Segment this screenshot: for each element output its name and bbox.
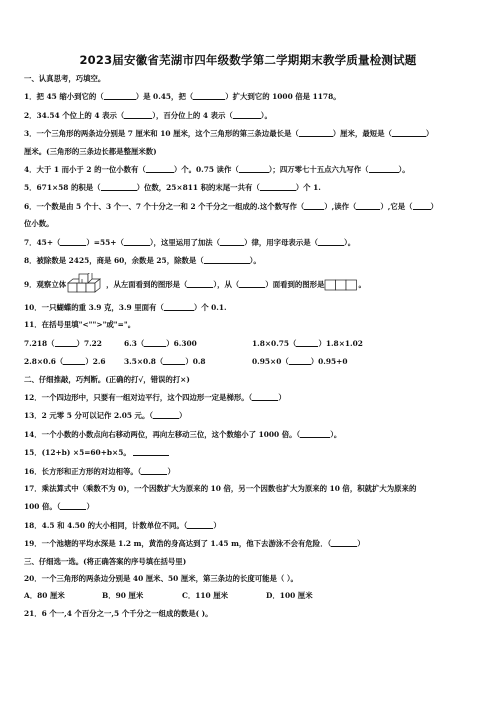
question-8: 8．被除数是 2425，商是 60，余数是 25，除数是（ ）。 (24, 255, 261, 265)
answer-blank[interactable] (164, 302, 194, 311)
question-18: 18．4.5 和 4.50 的大小相同，计数单位不同。（ ） (24, 520, 221, 530)
question-4: 4．大于 1 而小于 2 的一位小数有（ ）个。0.75 读作（ ）；四万零七十五点六九写作（ ）。 (24, 164, 410, 174)
answer-blank[interactable] (304, 201, 324, 210)
answer-blank[interactable] (104, 91, 136, 100)
answer-blank[interactable] (55, 338, 77, 347)
answer-blank[interactable] (101, 182, 137, 191)
answer-blank[interactable] (163, 356, 185, 365)
answer-blank[interactable] (220, 237, 244, 246)
cube-solid-figure (66, 273, 106, 297)
answer-blank[interactable] (233, 110, 261, 119)
question-11: 11．在括号里填"<"">"或"="。 (24, 320, 136, 330)
option-c[interactable]: C．110 厘米 (182, 591, 229, 601)
question-15: 15．(12+b) ×5=60+b×5。 (24, 447, 472, 459)
question-14: 14．一个小数的小数点向右移动两位，再向左移动三位，这个数缩小了 1000 倍。（ ）。 (24, 429, 342, 439)
section-heading-3: 三、仔细选一选。(将正确答案的序号填在括号里) (24, 556, 187, 566)
answer-blank[interactable] (252, 392, 278, 401)
option-b[interactable]: B．90 厘米 (102, 591, 144, 601)
question-17-continued: 100 倍。（ ） (24, 502, 94, 512)
answer-blank[interactable] (153, 410, 179, 419)
answer-blank[interactable] (289, 356, 311, 365)
question-5: 5．671×58 的积是（ ）位数，25×811 积的末尾一共有（ ）个 1. (24, 183, 321, 193)
answer-blank[interactable] (124, 237, 150, 246)
answer-blank[interactable] (60, 237, 86, 246)
answer-blank[interactable] (239, 164, 269, 173)
answer-blank[interactable] (146, 164, 174, 173)
question-6: 6．一个数是由 5 个十、3 个一、7 个十分之一和 2 个千分之一组成的.这个数写作（ ）,读作（ ）,它是（ ） (24, 201, 438, 211)
answer-blank[interactable] (300, 429, 330, 438)
option-d[interactable]: D．100 厘米 (266, 591, 313, 601)
question-16: 16．长方形和正方形的对边相等。（ ） (24, 466, 175, 476)
question-6-continued: 位小数。 (24, 219, 54, 229)
option-a[interactable]: A．80 厘米 (24, 591, 65, 601)
answer-blank[interactable] (413, 201, 431, 210)
answer-blank[interactable] (187, 279, 213, 288)
question-2: 2．34.54 个位上的 4 表示（ ），百分位上的 4 表示（ ）。 (24, 110, 272, 120)
answer-blank[interactable] (187, 520, 213, 529)
answer-blank[interactable] (63, 356, 85, 365)
answer-blank[interactable] (193, 91, 225, 100)
question-20: 20．一个三角形的两条边分别是 40 厘米、50 厘米，第三条边的长度可能是（ ）。 (24, 573, 298, 583)
answer-blank[interactable] (318, 237, 344, 246)
question-11-row-1: 7.218（ ）7.22 6.3（ ）6.300 1.8×0.75（ ）1.8×1.02 (24, 338, 363, 348)
question-17: 17．乘法算式中（乘数不为 0)，一个因数扩大为原来的 10 倍，另一个因数也扩大为原来的 10 倍，积就扩大为原来的 (24, 484, 417, 493)
three-square-view-figure (324, 279, 358, 291)
question-3-continued: 厘米。(三角形的三条边长都是整厘米数) (24, 146, 157, 156)
question-1: 1．把 45 缩小到它的（ ）是 0.45，把（ ）扩大到它的 1000 倍是 1178。 (24, 92, 341, 102)
question-21: 21．6 个一,4 个百分之一,5 个千分之一组成的数是( )。 (24, 608, 213, 618)
answer-blank[interactable] (144, 338, 166, 347)
answer-blank[interactable] (60, 501, 86, 510)
answer-blank[interactable] (392, 128, 426, 137)
answer-blank[interactable] (141, 466, 167, 475)
question-20-options (24, 591, 472, 602)
question-12: 12．一个四边形中，只要有一组对边平行，这个四边形一定是梯形。（ ） (24, 393, 286, 403)
question-9: 9．观察立体 ，从左面看到的图形是（ ），从（ ）面看到的图形是 。 (24, 273, 472, 295)
section-heading-2: 二、仔细推敲，巧判断。(正确的打√，错误的打×) (24, 374, 190, 384)
answer-blank[interactable] (299, 128, 333, 137)
question-3: 3．一个三角形的两条边分别是 7 厘米和 10 厘米，这个三角形的第三条边最长是（ ）厘米，最短是（ ） (24, 129, 434, 139)
section-heading-1: 一、认真思考，巧填空。 (24, 74, 106, 83)
answer-blank[interactable] (124, 110, 152, 119)
question-19: 19．一个池塘的平均水深是 1.2 m，黄浩的身高达到了 1.45 m，他下去游泳不会有危险．（ ） (24, 539, 365, 549)
answer-blank[interactable] (369, 164, 399, 173)
answer-blank[interactable] (239, 279, 265, 288)
answer-blank[interactable] (356, 201, 380, 210)
answer-blank[interactable] (133, 447, 169, 456)
exam-title: 2023届安徽省芜湖市四年级数学第二学期期末教学质量检测试题 (79, 53, 417, 67)
answer-blank[interactable] (204, 255, 250, 264)
question-7: 7．45+（ ）=55+（ ），这里运用了加法（ ）律，用字母表示是（ ）。 (24, 237, 356, 247)
question-10: 10．一只蝴蝶的重 3.9 克，3.9 里面有（ ）个 0.1. (24, 303, 227, 313)
answer-blank[interactable] (296, 338, 318, 347)
question-13: 13．2 元零 5 分可以记作 2.05 元。（ ） (24, 411, 187, 421)
question-11-row-2: 2.8×0.6（ ）2.6 3.5×0.8（ ）0.8 0.95×0（ ）0.95+0 (24, 357, 348, 367)
answer-blank[interactable] (331, 538, 357, 547)
answer-blank[interactable] (260, 182, 296, 191)
